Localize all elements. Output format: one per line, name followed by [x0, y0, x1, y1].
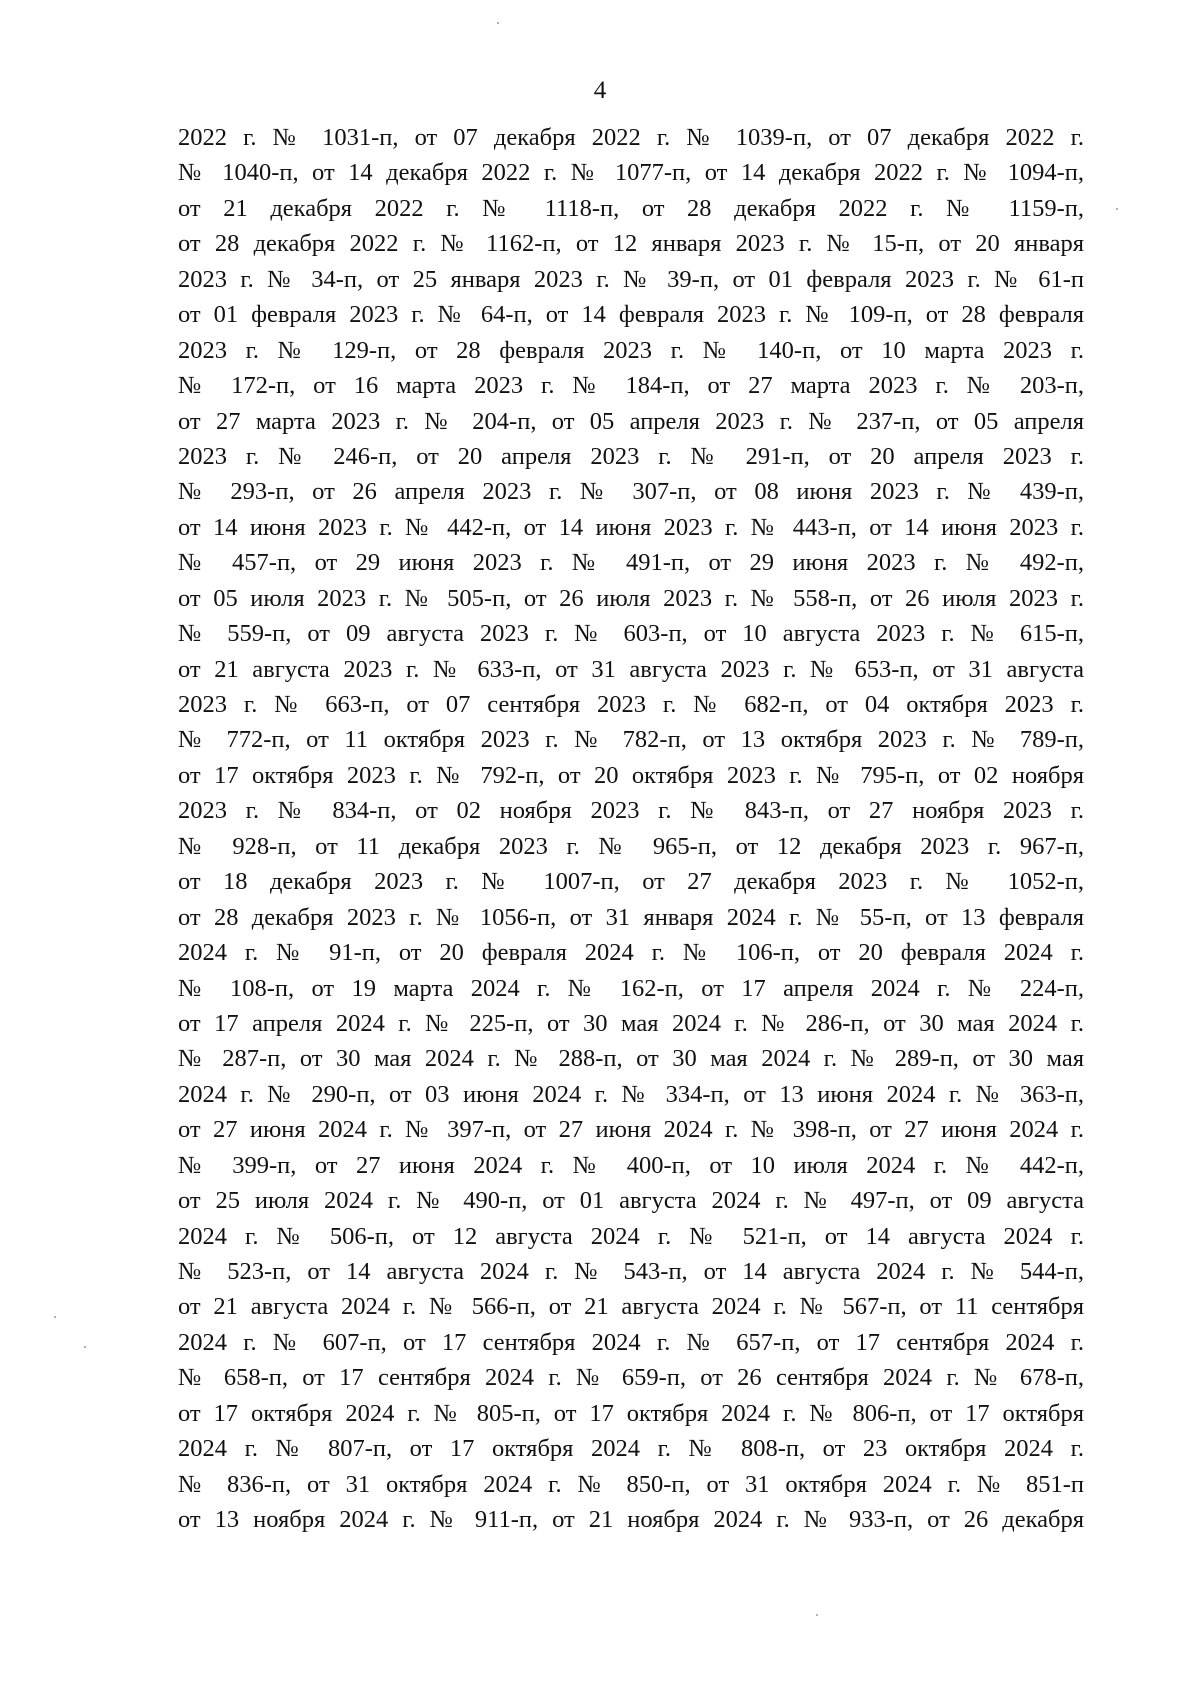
scan-speck	[816, 1614, 818, 1616]
text-line: от 17 апреля 2024 г. № 225-п, от 30 мая 2024 г. № 286-п, от 30 мая 2024 г.	[178, 1009, 1084, 1037]
text-line: 2023 г. № 663-п, от 07 сентября 2023 г. № 682-п, от 04 октября 2023 г.	[178, 691, 1084, 718]
text-line: от 28 декабря 2022 г. № 1162-п, от 12 января 2023 г. № 15-п, от 20 января	[178, 230, 1084, 258]
text-line: от 21 декабря 2022 г. № 1118-п, от 28 декабря 2022 г. № 1159-п,	[178, 194, 1084, 222]
text-line: 2024 г. № 506-п, от 12 августа 2024 г. № 521-п, от 14 августа 2024 г.	[178, 1222, 1084, 1250]
scan-speck	[84, 1346, 86, 1348]
text-line: № 1040-п, от 14 декабря 2022 г. № 1077-п, от 14 декабря 2022 г. № 1094-п,	[178, 159, 1084, 187]
text-line: № 658-п, от 17 сентября 2024 г. № 659-п, от 26 сентября 2024 г. № 678-п,	[178, 1364, 1084, 1392]
text-line: № 772-п, от 11 октября 2023 г. № 782-п, от 13 октября 2023 г. № 789-п,	[178, 726, 1084, 754]
text-line: № 836-п, от 31 октября 2024 г. № 850-п, от 31 октября 2024 г. № 851-п	[178, 1470, 1084, 1498]
text-line: № 559-п, от 09 августа 2023 г. № 603-п, от 10 августа 2023 г. № 615-п,	[178, 620, 1084, 648]
text-line: № 108-п, от 19 марта 2024 г. № 162-п, от 17 апреля 2024 г. № 224-п,	[178, 974, 1084, 1002]
text-line: 2022 г. № 1031-п, от 07 декабря 2022 г. № 1039-п, от 07 декабря 2022 г.	[178, 124, 1084, 151]
scan-speck	[54, 1316, 56, 1318]
text-line: от 05 июля 2023 г. № 505-п, от 26 июля 2023 г. № 558-п, от 26 июля 2023 г.	[178, 584, 1084, 612]
text-line: от 17 октября 2024 г. № 805-п, от 17 октября 2024 г. № 806-п, от 17 октября	[178, 1399, 1084, 1427]
text-line: № 293-п, от 26 апреля 2023 г. № 307-п, от 08 июня 2023 г. № 439-п,	[178, 478, 1084, 506]
text-line: № 287-п, от 30 мая 2024 г. № 288-п, от 30 мая 2024 г. № 289-п, от 30 мая	[178, 1045, 1084, 1073]
text-line: 2023 г. № 834-п, от 02 ноября 2023 г. № 843-п, от 27 ноября 2023 г.	[178, 797, 1084, 825]
text-line: от 14 июня 2023 г. № 442-п, от 14 июня 2023 г. № 443-п, от 14 июня 2023 г.	[178, 513, 1084, 541]
text-line: 2023 г. № 129-п, от 28 февраля 2023 г. № 140-п, от 10 марта 2023 г.	[178, 336, 1084, 364]
page-number: 4	[593, 77, 607, 104]
text-line: № 172-п, от 16 марта 2023 г. № 184-п, от 27 марта 2023 г. № 203-п,	[178, 372, 1084, 400]
text-line: от 27 июня 2024 г. № 397-п, от 27 июня 2024 г. № 398-п, от 27 июня 2024 г.	[178, 1116, 1084, 1144]
text-line: от 17 октября 2023 г. № 792-п, от 20 октября 2023 г. № 795-п, от 02 ноября	[178, 761, 1084, 789]
text-line: 2023 г. № 246-п, от 20 апреля 2023 г. № 291-п, от 20 апреля 2023 г.	[178, 442, 1084, 470]
text-line: от 27 марта 2023 г. № 204-п, от 05 апреля 2023 г. № 237-п, от 05 апреля	[178, 407, 1084, 435]
text-line: 2024 г. № 607-п, от 17 сентября 2024 г. № 657-п, от 17 сентября 2024 г.	[178, 1328, 1084, 1356]
text-line: № 928-п, от 11 декабря 2023 г. № 965-п, от 12 декабря 2023 г. 967-п,	[178, 832, 1084, 860]
text-line: 2024 г. № 91-п, от 20 февраля 2024 г. № 106-п, от 20 февраля 2024 г.	[178, 939, 1084, 967]
text-line: 2024 г. № 807-п, от 17 октября 2024 г. № 808-п, от 23 октября 2024 г.	[178, 1435, 1084, 1463]
text-line: 2023 г. № 34-п, от 25 января 2023 г. № 39-п, от 01 февраля 2023 г. № 61-п	[178, 265, 1084, 293]
text-line: от 21 августа 2023 г. № 633-п, от 31 августа 2023 г. № 653-п, от 31 августа	[178, 655, 1084, 683]
text-line: от 25 июля 2024 г. № 490-п, от 01 августа 2024 г. № 497-п, от 09 августа	[178, 1187, 1084, 1215]
text-line: от 28 декабря 2023 г. № 1056-п, от 31 января 2024 г. № 55-п, от 13 февраля	[178, 903, 1084, 931]
text-line: от 13 ноября 2024 г. № 911-п, от 21 ноября 2024 г. № 933-п, от 26 декабря	[178, 1506, 1084, 1534]
text-line: № 523-п, от 14 августа 2024 г. № 543-п, от 14 августа 2024 г. № 544-п,	[178, 1258, 1084, 1285]
scan-speck	[1116, 208, 1118, 210]
text-line: от 01 февраля 2023 г. № 64-п, от 14 февраля 2023 г. № 109-п, от 28 февраля	[178, 301, 1084, 329]
body-text	[178, 120, 1084, 1538]
text-line: от 21 августа 2024 г. № 566-п, от 21 августа 2024 г. № 567-п, от 11 сентября	[178, 1293, 1084, 1321]
text-line: от 18 декабря 2023 г. № 1007-п, от 27 декабря 2023 г. № 1052-п,	[178, 868, 1084, 896]
text-line: № 399-п, от 27 июня 2024 г. № 400-п, от 10 июля 2024 г. № 442-п,	[178, 1151, 1084, 1179]
text-line: 2024 г. № 290-п, от 03 июня 2024 г. № 334-п, от 13 июня 2024 г. № 363-п,	[178, 1080, 1084, 1108]
text-line: № 457-п, от 29 июня 2023 г. № 491-п, от 29 июня 2023 г. № 492-п,	[178, 549, 1084, 577]
scan-speck	[497, 22, 499, 24]
